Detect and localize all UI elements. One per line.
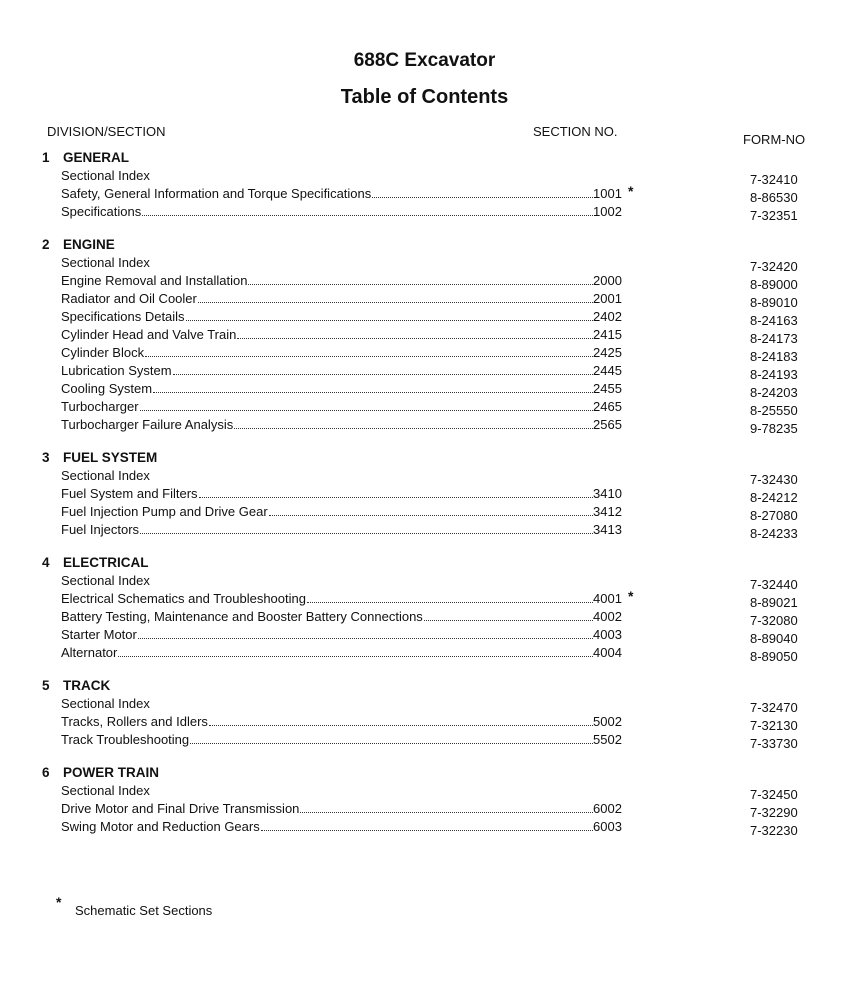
dot-leader [424,609,593,621]
dot-leader [307,591,593,603]
division-block [0,149,849,221]
toc-entry [0,818,849,836]
form-number: 7-32430 [750,472,798,487]
entry-label-with-leader [61,291,593,306]
dot-leader [199,486,593,498]
section-number: 6003 [593,819,622,834]
division-title: POWER TRAIN [63,765,159,780]
form-number: 8-27080 [750,508,798,523]
form-number: 7-32470 [750,700,798,715]
footnote-asterisk: * [56,894,62,910]
division-number: 6 [42,765,50,780]
section-number: 2455 [593,381,622,396]
entry-label: Specifications Details [61,309,185,324]
division-section-header: DIVISION/SECTION [47,124,166,139]
toc-entry [0,782,849,800]
entry-label-with-leader [61,327,593,342]
dot-leader [140,399,593,411]
entry-label: Tracks, Rollers and Idlers [61,714,208,729]
toc-entry [0,731,849,749]
dot-leader [261,819,593,831]
toc-entry [0,521,849,539]
section-number: 4002 [593,609,622,624]
division-heading [0,149,849,167]
toc-entry [0,608,849,626]
entry-label: Fuel Injection Pump and Drive Gear [61,504,268,519]
entry-label-with-leader [61,504,593,519]
dot-leader [190,732,593,744]
dot-leader [186,309,593,321]
toc-entry [0,467,849,485]
entry-label-with-leader [61,732,593,747]
division-title: FUEL SYSTEM [63,450,158,465]
toc-entry [0,590,849,608]
sectional-index-label: Sectional Index [61,696,150,711]
division-number: 2 [42,237,50,252]
division-block [0,764,849,836]
dot-leader [372,186,593,198]
form-number: 7-32410 [750,172,798,187]
toc-entry [0,185,849,203]
form-number: 7-32351 [750,208,798,223]
entry-label-with-leader [61,627,593,642]
toc-entry [0,326,849,344]
toc-entry [0,713,849,731]
toc-entry [0,254,849,272]
toc-entry [0,380,849,398]
dot-leader [173,363,593,375]
division-title: TRACK [63,678,111,693]
section-number: 3410 [593,486,622,501]
form-no-header: FORM-NO [743,132,806,147]
division-title: ENGINE [63,237,115,252]
document-subtitle: Table of Contents [340,86,509,108]
sectional-index-label: Sectional Index [61,255,150,270]
section-number: 2001 [593,291,622,306]
division-number: 5 [42,678,50,693]
entry-label-with-leader [61,714,593,729]
dot-leader [237,327,593,339]
entry-label: Lubrication System [61,363,172,378]
form-number: 7-32130 [750,718,798,733]
form-number: 7-32080 [750,613,798,628]
section-number: 2445 [593,363,622,378]
section-number: 5502 [593,732,622,747]
division-block [0,677,849,749]
form-number: 7-32420 [750,259,798,274]
sectional-index-label: Sectional Index [61,783,150,798]
entry-label: Radiator and Oil Cooler [61,291,197,306]
entry-label: Cylinder Block [61,345,145,360]
division-number: 1 [42,150,50,165]
division-heading [0,449,849,467]
toc-entry [0,167,849,185]
section-number: 4003 [593,627,622,642]
form-number: 8-24233 [750,526,798,541]
division-number: 3 [42,450,50,465]
toc-entry [0,626,849,644]
section-number: 2000 [593,273,622,288]
division-heading [0,554,849,572]
entry-label: Swing Motor and Reduction Gears [61,819,260,834]
section-number: 2425 [593,345,622,360]
entry-label: Fuel System and Filters [61,486,198,501]
toc-entry [0,695,849,713]
section-number: 2415 [593,327,622,342]
toc-entry [0,503,849,521]
entry-label: Alternator [61,645,118,660]
form-number: 8-89040 [750,631,798,646]
toc-entry [0,398,849,416]
toc-entry [0,272,849,290]
dot-leader [269,504,593,516]
section-number: 2465 [593,399,622,414]
form-number: 8-24193 [750,367,798,382]
dot-leader [198,291,593,303]
dot-leader [234,417,593,429]
division-heading [0,236,849,254]
toc-entry [0,485,849,503]
form-number: 8-25550 [750,403,798,418]
entry-label-with-leader [61,645,593,660]
entry-label: Turbocharger Failure Analysis [61,417,234,432]
dot-leader [300,801,593,813]
toc-entry [0,362,849,380]
form-number: 8-86530 [750,190,798,205]
sectional-index-label: Sectional Index [61,168,150,183]
form-number: 7-32230 [750,823,798,838]
section-number: 4004 [593,645,622,660]
entry-label: Starter Motor [61,627,137,642]
entry-label: Battery Testing, Maintenance and Booster Battery Connections [61,609,423,624]
toc-entry [0,203,849,221]
toc-entry [0,800,849,818]
dot-leader [140,522,593,534]
entry-label: Fuel Injectors [61,522,140,537]
form-number: 9-78235 [750,421,798,436]
division-block [0,554,849,662]
entry-label-with-leader [61,801,593,816]
toc-entry [0,572,849,590]
toc-entry [0,308,849,326]
form-number: 7-32450 [750,787,798,802]
division-heading [0,764,849,782]
form-number: 8-24203 [750,385,798,400]
form-number: 7-33730 [750,736,798,751]
schematic-asterisk: * [628,183,634,199]
section-number: 3413 [593,522,622,537]
entry-label-with-leader [61,186,593,201]
entry-label-with-leader [61,609,593,624]
entry-label: Track Troubleshooting [61,732,190,747]
entry-label: Engine Removal and Installation [61,273,248,288]
document-title: 688C Excavator [353,50,496,71]
toc-entry [0,290,849,308]
entry-label-with-leader [61,273,593,288]
dot-leader [145,345,593,357]
division-title: GENERAL [63,150,130,165]
form-number: 8-89010 [750,295,798,310]
division-block [0,449,849,539]
toc-entry [0,344,849,362]
form-number: 8-89000 [750,277,798,292]
section-number: 6002 [593,801,622,816]
dot-leader [209,714,593,726]
dot-leader [138,627,593,639]
form-number: 8-24183 [750,349,798,364]
form-number: 7-32440 [750,577,798,592]
dot-leader [153,381,593,393]
entry-label-with-leader [61,204,593,219]
sectional-index-label: Sectional Index [61,573,150,588]
division-block [0,236,849,434]
entry-label-with-leader [61,399,593,414]
entry-label-with-leader [61,522,593,537]
division-heading [0,677,849,695]
footnote-text: Schematic Set Sections [75,903,213,918]
sectional-index-label: Sectional Index [61,468,150,483]
entry-label: Safety, General Information and Torque Specifications [61,186,372,201]
section-number: 3412 [593,504,622,519]
table-of-contents [0,149,849,851]
entry-label-with-leader [61,381,593,396]
entry-label-with-leader [61,363,593,378]
section-number: 5002 [593,714,622,729]
division-title: ELECTRICAL [63,555,149,570]
entry-label: Specifications [61,204,142,219]
form-number: 7-32290 [750,805,798,820]
entry-label: Cooling System [61,381,153,396]
form-number: 8-89050 [750,649,798,664]
division-number: 4 [42,555,50,570]
form-number: 8-24163 [750,313,798,328]
form-number: 8-24173 [750,331,798,346]
toc-entry [0,644,849,662]
entry-label-with-leader [61,345,593,360]
entry-label: Drive Motor and Final Drive Transmission [61,801,300,816]
toc-entry [0,416,849,434]
section-number: 2565 [593,417,622,432]
dot-leader [142,204,593,216]
entry-label-with-leader [61,486,593,501]
dot-leader [118,645,593,657]
section-number: 1002 [593,204,622,219]
entry-label-with-leader [61,819,593,834]
form-number: 8-24212 [750,490,798,505]
schematic-asterisk: * [628,588,634,604]
entry-label-with-leader [61,309,593,324]
section-no-header: SECTION NO. [533,124,618,139]
entry-label: Turbocharger [61,399,139,414]
entry-label: Cylinder Head and Valve Train [61,327,237,342]
entry-label-with-leader [61,417,593,432]
section-number: 1001 [593,186,622,201]
form-number: 8-89021 [750,595,798,610]
entry-label-with-leader [61,591,593,606]
entry-label: Electrical Schematics and Troubleshooting [61,591,306,606]
dot-leader [248,273,593,285]
section-number: 2402 [593,309,622,324]
section-number: 4001 [593,591,622,606]
